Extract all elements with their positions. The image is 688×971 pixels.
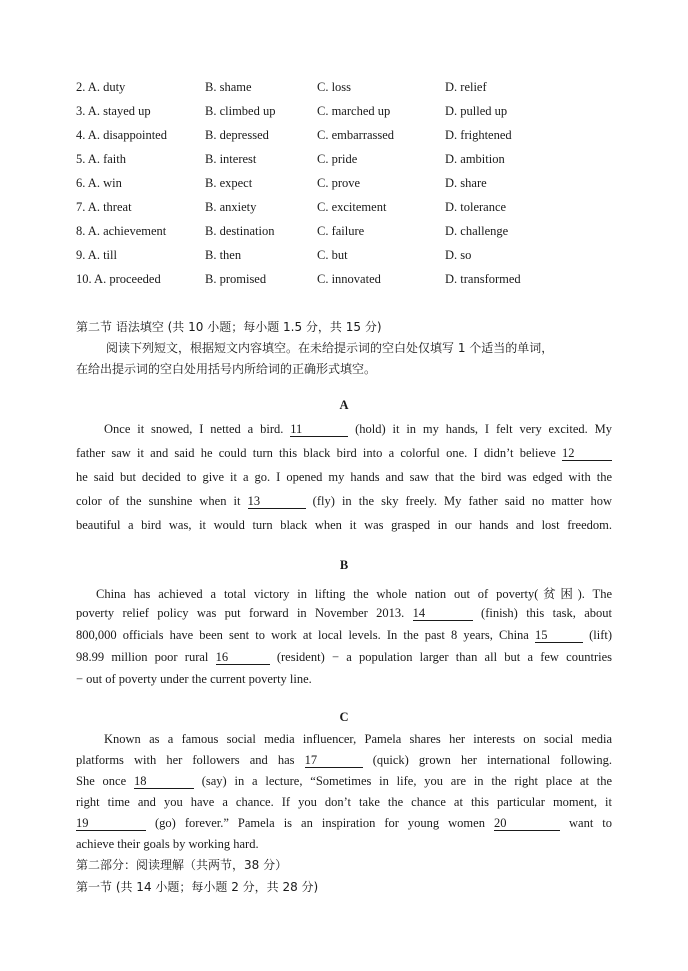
passage-a-line-5: beautiful a bird was, it would turn black when it was grasped in our hands and lost freedom. (76, 518, 612, 532)
option-choice[interactable]: C. loss (317, 80, 352, 94)
option-choice[interactable]: D. so (445, 248, 472, 262)
option-choice[interactable]: D. challenge (445, 224, 509, 238)
option-choice[interactable]: D. frightened (445, 128, 512, 142)
option-choice[interactable]: 9. A. till (76, 248, 117, 262)
blank-19[interactable]: 19 (76, 817, 146, 831)
option-row (76, 272, 636, 290)
blank-11[interactable]: 11 (290, 423, 348, 437)
blank-17[interactable]: 17 (305, 754, 363, 768)
blank-16[interactable]: 16 (216, 651, 270, 665)
option-choice[interactable]: C. prove (317, 176, 361, 190)
option-choice[interactable]: D. ambition (445, 152, 505, 166)
section-heading: 第二节 语法填空 (共 10 小题；每小题 1.5 分，共 15 分) (76, 320, 382, 334)
option-row (76, 200, 636, 218)
instruction-line-2: 在给出提示词的空白处用括号内所给词的正确形式填空。 (76, 362, 377, 376)
blank-13[interactable]: 13 (248, 495, 306, 509)
option-choice[interactable]: B. expect (205, 176, 253, 190)
passage-b-line-4: 98.99 million poor rural 16 (resident) − a population larger than all but a few countries (76, 650, 612, 664)
passage-a-line-4: color of the sunshine when it 13 (fly) in the sky freely. My father said no matter how (76, 494, 612, 508)
blank-18[interactable]: 18 (134, 775, 194, 789)
option-choice[interactable]: B. shame (205, 80, 252, 94)
option-row (76, 176, 636, 194)
option-choice[interactable]: 4. A. disappointed (76, 128, 167, 142)
passage-b-line-1: China has achieved a total victory in lifting the whole nation out of poverty(贫困). The (96, 587, 612, 601)
option-choice[interactable]: C. failure (317, 224, 365, 238)
blank-12[interactable]: 12 (562, 447, 612, 461)
option-choice[interactable]: 8. A. achievement (76, 224, 167, 238)
passage-c-title: C (339, 710, 349, 724)
option-choice[interactable]: 2. A. duty (76, 80, 126, 94)
option-choice[interactable]: D. pulled up (445, 104, 508, 118)
passage-a-line-1: Once it snowed, I netted a bird. 11 (hold) it in my hands, I felt very excited. My (104, 422, 613, 436)
option-row (76, 80, 636, 98)
passage-c-line-1: Known as a famous social media influencer, Pamela shares her interests on social media (104, 732, 612, 746)
blank-15[interactable]: 15 (535, 629, 583, 643)
passage-c-line-3: She once 18 (say) in a lecture, “Sometimes in life, you are in the right place at the (76, 774, 613, 788)
passage-c-line-4: right time and you have a chance. If you don’t take the chance at this particular moment, it (76, 795, 612, 809)
option-choice[interactable]: B. interest (205, 152, 257, 166)
option-row (76, 104, 636, 122)
option-choice[interactable]: B. climbed up (205, 104, 276, 118)
option-choice[interactable]: D. tolerance (445, 200, 507, 214)
option-choice[interactable]: C. embarrassed (317, 128, 395, 142)
option-choice[interactable]: B. promised (205, 272, 267, 286)
passage-b-line-3: 800,000 officials have been sent to work at local levels. In the past 8 years, China 15 (lift) (76, 628, 613, 642)
option-choice[interactable]: C. marched up (317, 104, 391, 118)
passage-a-line-2: father saw it and said he could turn this black bird into a colorful one. I didn’t believe 12 (76, 446, 612, 461)
passage-b-line-5: − out of poverty under the current poverty line. (76, 672, 312, 686)
option-row (76, 224, 636, 242)
passage-a-line-3: he said but decided to give it a go. I opened my hands and saw that the bird was edged with the (76, 470, 612, 484)
blank-20[interactable]: 20 (494, 817, 560, 831)
option-choice[interactable]: 6. A. win (76, 176, 122, 190)
option-choice[interactable]: B. anxiety (205, 200, 257, 214)
option-choice[interactable]: 5. A. faith (76, 152, 126, 166)
option-choice[interactable]: D. transformed (445, 272, 521, 286)
option-row (76, 128, 636, 146)
option-choice[interactable]: 7. A. threat (76, 200, 132, 214)
option-choice[interactable]: B. depressed (205, 128, 269, 142)
option-choice[interactable]: 3. A. stayed up (76, 104, 151, 118)
option-choice[interactable]: D. relief (445, 80, 487, 94)
blank-14[interactable]: 14 (413, 607, 473, 621)
passage-b-title: B (339, 558, 349, 572)
part2-sub-heading: 第一节 (共 14 小题；每小题 2 分，共 28 分) (76, 880, 319, 894)
passage-c-line-5: 19 (go) forever.” Pamela is an inspiration for young women 20 want to (76, 816, 613, 830)
option-choice[interactable]: C. pride (317, 152, 358, 166)
passage-c-line-6: achieve their goals by working hard. (76, 837, 259, 851)
option-row (76, 152, 636, 170)
passage-c-line-2: platforms with her followers and has 17 (quick) grown her international following. (76, 753, 613, 767)
option-choice[interactable]: C. innovated (317, 272, 381, 286)
option-choice[interactable]: B. then (205, 248, 242, 262)
option-choice[interactable]: D. share (445, 176, 487, 190)
passage-b-line-2: poverty relief policy was put forward in November 2013. 14 (finish) this task, about (76, 606, 613, 620)
option-choice[interactable]: B. destination (205, 224, 275, 238)
instruction-line-1: 阅读下列短文，根据短文内容填空。在未给提示词的空白处仅填写 1 个适当的单词， (106, 341, 554, 355)
option-choice[interactable]: C. but (317, 248, 348, 262)
option-choice[interactable]: 10. A. proceeded (76, 272, 161, 286)
option-choice[interactable]: C. excitement (317, 200, 387, 214)
part2-heading: 第二部分：阅读理解（共两节，38 分） (76, 858, 288, 872)
option-row (76, 248, 636, 266)
passage-a-title: A (339, 398, 349, 412)
